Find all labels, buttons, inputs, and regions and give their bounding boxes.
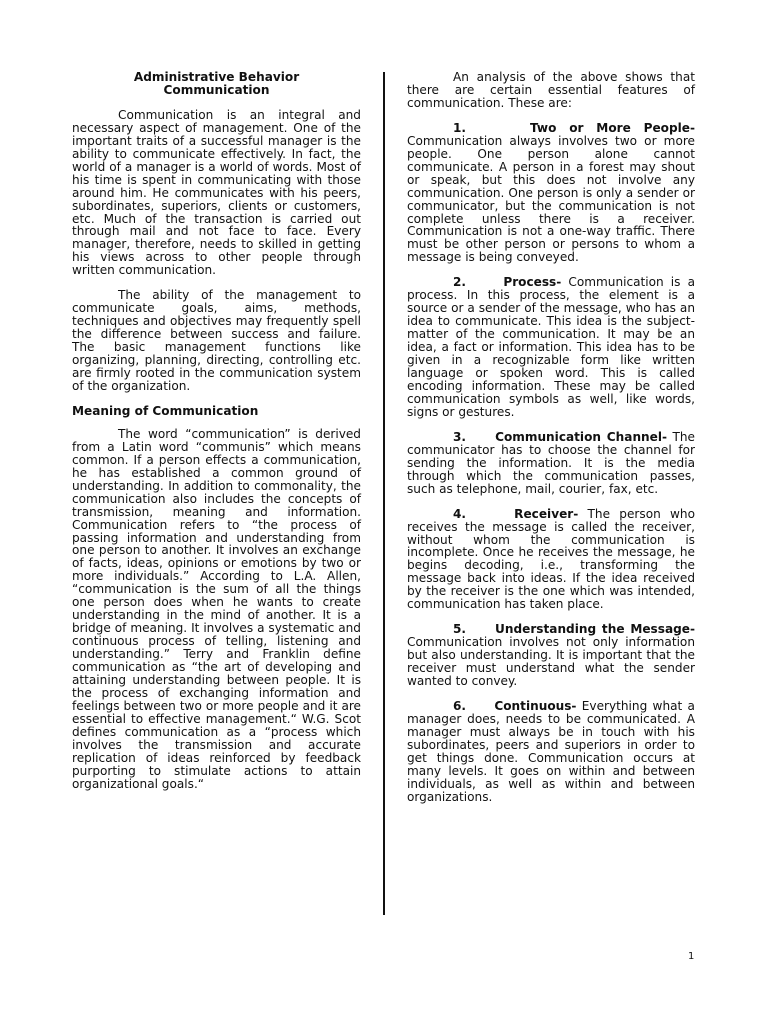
document-title xyxy=(72,71,361,97)
column-divider xyxy=(383,72,385,915)
meaning-paragraph: The word “communication” is derived from a Latin word “communis” which means common. If a person effects a communication, he has established a common ground of understanding. In addition to commonality, the communication also includes the concepts of transmission, meaning and information. Communication refers to “the process of passing information and understanding from one person to another. It involves an exchange of facts, ideas, opinions or emotions by two or more individuals.” According to L.A. Allen, “communication is the sum of all the things one person does when he wants to create understanding in the mind of another. It is a bridge of meaning. It involves a systematic and continuous process of telling, listening and understanding.” Terry and Franklin define communication as “the art of developing and attaining understanding between people. It is the process of exchanging information and feelings between two or more people and it are essential to effective management.“ W.G. Scot defines communication as a “process which involves the transmission and accurate replication of ideas reinforced by feedback purporting to stimulate actions to attain organizational goals.“ xyxy=(72,426,361,791)
title-line-1: Administrative Behavior xyxy=(133,70,300,84)
right-column xyxy=(407,71,695,816)
feature-text: Communication always involves two or more people. One person alone cannot communicate. A person in a forest may shout or speak, but this does not involve any communication. One person is only a sender or communicator, but the communication is not complete unless there is a receiver. Communication is not a one-way traffic. There must be other person or persons to whom a message is being conveyed. xyxy=(407,133,695,265)
feature-title: Receiver- xyxy=(514,506,579,521)
feature-text: The communicator has to choose the channel for sending the information. It is the media through which the communication passes, such as telephone, mail, courier, fax, etc. xyxy=(407,429,695,496)
page-number: 1 xyxy=(688,951,695,962)
feature-title: Continuous- xyxy=(494,698,577,713)
feature-item xyxy=(407,700,695,804)
feature-number: 6. xyxy=(453,698,467,713)
feature-number: 5. xyxy=(453,622,467,637)
feature-number: 1. xyxy=(453,120,467,135)
feature-text: The person who receives the message is called the receiver, without whom the communication is incomplete. Once he receives the message, he begins decoding, i.e., transforming the message back into ideas. If the idea received by the receiver is the one which was intended, communication has taken place. xyxy=(407,506,695,612)
features-intro: An analysis of the above shows that there are certain essential features of communication. These are: xyxy=(407,70,695,110)
feature-number: 3. xyxy=(453,429,467,444)
feature-title: Two or More People- xyxy=(530,120,695,135)
feature-title: Communication Channel- xyxy=(495,429,668,444)
intro-paragraph-1: Communication is an integral and necessary aspect of management. One of the important traits of a successful manager is the ability to communicate effectively. In fact, the world of a manager is a world of words. Most of his time is spent in communicating with those around him. He communicates with his peers, subordinates, superiors, clients or customers, etc. Much of the transaction is carried out through mail and not face to face. Every manager, therefore, needs to skilled in getting his views across to other people through written communication. xyxy=(72,107,361,278)
feature-number: 4. xyxy=(453,506,467,521)
feature-item xyxy=(407,508,695,612)
feature-number: 2. xyxy=(453,275,467,290)
feature-text: Communication is a process. In this process, the element is a source or a sender of the message, who has an idea to communicate. This idea is the subject-matter of the communication. It may be an idea, a fact or information. This idea has to be given in a recognizable form like written language or spoken word. This is called encoding information. These may be called communication symbols as well, like words, signs or gestures. xyxy=(407,275,695,419)
feature-item xyxy=(407,122,695,264)
section-heading-meaning: Meaning of Communication xyxy=(72,403,259,418)
feature-text: Communication involves not only information but also understanding. It is important that the receiver must understand what the sender wanted to convey. xyxy=(407,635,695,689)
feature-title: Understanding the Message- xyxy=(495,622,695,637)
left-column xyxy=(72,71,361,803)
feature-title: Process- xyxy=(503,275,562,290)
feature-item xyxy=(407,276,695,418)
feature-text: Everything what a manager does, needs to be communicated. A manager must always be in touch with his subordinates, peers and superiors in order to get things done. Communication occurs at many levels. It goes on within and between individuals, as well as within and between organizations. xyxy=(407,698,695,804)
intro-paragraph-2: The ability of the management to communicate goals, aims, methods, techniques and objectives may frequently spell the difference between success and failure. The basic management functions like organizing, planning, directing, controlling etc. are firmly rooted in the communication system of the organization. xyxy=(72,288,361,393)
feature-item xyxy=(407,431,695,496)
title-line-2: Communication xyxy=(163,82,270,97)
feature-item xyxy=(407,623,695,688)
